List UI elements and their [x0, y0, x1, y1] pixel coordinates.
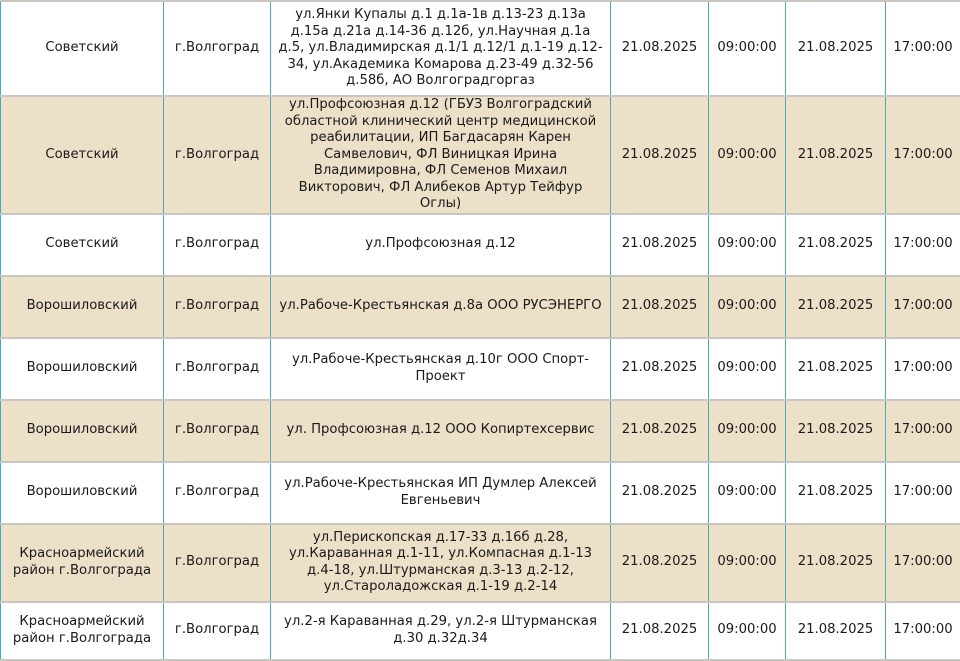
cell-city: г.Волгоград: [164, 96, 271, 214]
table-row: [1, 400, 960, 462]
cell-end-date: 21.08.2025: [786, 338, 886, 400]
cell-end-date: 21.08.2025: [786, 524, 886, 602]
cell-district: Ворошиловский: [1, 338, 164, 400]
cell-start-date: 21.08.2025: [611, 400, 709, 462]
table-row: [1, 1, 960, 96]
table-row: [1, 276, 960, 338]
cell-start-date: 21.08.2025: [611, 462, 709, 524]
cell-start-date: 21.08.2025: [611, 96, 709, 214]
cell-end-date: 21.08.2025: [786, 276, 886, 338]
cell-district: Ворошиловский: [1, 400, 164, 462]
cell-district: Советский: [1, 1, 164, 96]
table-row: [1, 338, 960, 400]
cell-start-time: 09:00:00: [709, 602, 786, 660]
cell-start-date: 21.08.2025: [611, 1, 709, 96]
cell-end-date: 21.08.2025: [786, 1, 886, 96]
cell-start-time: 09:00:00: [709, 400, 786, 462]
cell-city: г.Волгоград: [164, 338, 271, 400]
cell-district: Советский: [1, 96, 164, 214]
cell-address: ул.Профсоюзная д.12: [271, 214, 611, 276]
cell-start-date: 21.08.2025: [611, 276, 709, 338]
cell-start-time: 09:00:00: [709, 276, 786, 338]
cell-end-date: 21.08.2025: [786, 96, 886, 214]
cell-end-time: 17:00:00: [886, 96, 960, 214]
cell-district: Красноармейский район г.Волгограда: [1, 524, 164, 602]
cell-end-time: 17:00:00: [886, 1, 960, 96]
table-row: [1, 96, 960, 214]
cell-end-date: 21.08.2025: [786, 214, 886, 276]
table-row: [1, 214, 960, 276]
cell-end-time: 17:00:00: [886, 338, 960, 400]
cell-end-date: 21.08.2025: [786, 400, 886, 462]
cell-district: Советский: [1, 214, 164, 276]
cell-end-time: 17:00:00: [886, 602, 960, 660]
cell-end-time: 17:00:00: [886, 524, 960, 602]
cell-start-time: 09:00:00: [709, 214, 786, 276]
cell-address: ул.Рабоче-Крестьянская ИП Думлер Алексей Евгеньевич: [271, 462, 611, 524]
cell-start-date: 21.08.2025: [611, 602, 709, 660]
cell-start-time: 09:00:00: [709, 462, 786, 524]
cell-city: г.Волгоград: [164, 462, 271, 524]
cell-address: ул.Профсоюзная д.12 (ГБУЗ Волгоградский областной клинический центр медицинской реабилитации, ИП Багдасарян Карен Самвелович, ФЛ Виницкая Ирина Владимировна, ФЛ Семенов Михаил Викторович, ФЛ Алибеков Артур Тейфур Оглы): [271, 96, 611, 214]
cell-end-time: 17:00:00: [886, 462, 960, 524]
cell-start-time: 09:00:00: [709, 524, 786, 602]
cell-address: ул.2-я Караванная д.29, ул.2-я Штурманская д.30 д.32д.34: [271, 602, 611, 660]
cell-start-time: 09:00:00: [709, 1, 786, 96]
cell-start-date: 21.08.2025: [611, 524, 709, 602]
cell-city: г.Волгоград: [164, 214, 271, 276]
cell-end-date: 21.08.2025: [786, 602, 886, 660]
cell-end-date: 21.08.2025: [786, 462, 886, 524]
cell-end-time: 17:00:00: [886, 276, 960, 338]
cell-city: г.Волгоград: [164, 1, 271, 96]
cell-end-time: 17:00:00: [886, 400, 960, 462]
table-row: [1, 524, 960, 602]
cell-address: ул.Янки Купалы д.1 д.1а-1в д.13-23 д.13а д.15а д.21а д.14-36 д.12б, ул.Научная д.1а д.5, ул.Владимирская д.1/1 д.12/1 д.1-19 д.12-34, ул.Академика Комарова д.23-49 д.32-56 д.58б, АО Волгоградгоргаз: [271, 1, 611, 96]
cell-end-time: 17:00:00: [886, 214, 960, 276]
cell-city: г.Волгоград: [164, 400, 271, 462]
cell-district: Ворошиловский: [1, 462, 164, 524]
table-row: [1, 462, 960, 524]
cell-address: ул. Профсоюзная д.12 ООО Копиртехсервис: [271, 400, 611, 462]
cell-city: г.Волгоград: [164, 276, 271, 338]
cell-district: Красноармейский район г.Волгограда: [1, 602, 164, 660]
cell-address: ул.Перископская д.17-33 д.16б д.28, ул.Караванная д.1-11, ул.Компасная д.1-13 д.4-18, ул.Штурманская д.3-13 д.2-12, ул.Староладожская д.1-19 д.2-14: [271, 524, 611, 602]
cell-district: Ворошиловский: [1, 276, 164, 338]
cell-city: г.Волгоград: [164, 524, 271, 602]
cell-start-date: 21.08.2025: [611, 338, 709, 400]
table-row: [1, 602, 960, 660]
cell-address: ул.Рабоче-Крестьянская д.8а ООО РУСЭНЕРГО: [271, 276, 611, 338]
cell-start-date: 21.08.2025: [611, 214, 709, 276]
cell-address: ул.Рабоче-Крестьянская д.10г ООО Спорт-Проект: [271, 338, 611, 400]
cell-start-time: 09:00:00: [709, 96, 786, 214]
cell-start-time: 09:00:00: [709, 338, 786, 400]
cell-city: г.Волгоград: [164, 602, 271, 660]
